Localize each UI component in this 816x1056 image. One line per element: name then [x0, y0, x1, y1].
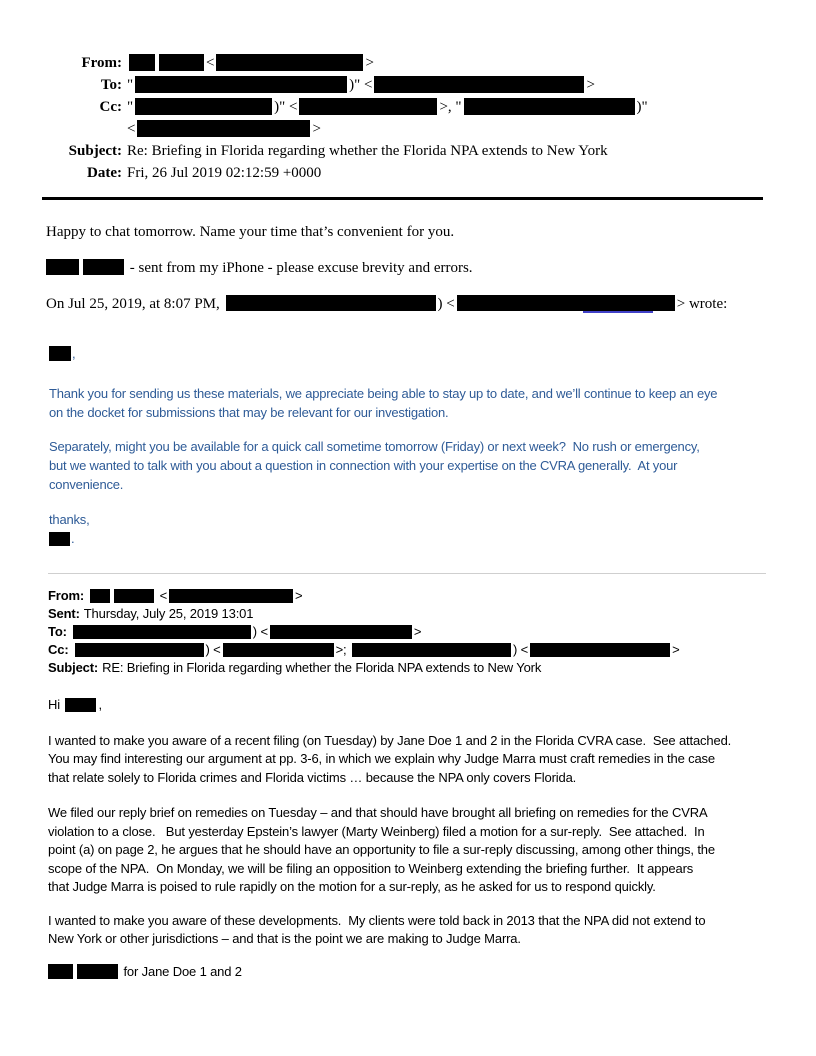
redaction-bar	[73, 625, 251, 639]
email1-to-row	[46, 74, 816, 96]
angle-comma-quote: >, "	[439, 99, 462, 115]
redaction-bar	[464, 98, 635, 115]
redaction-bar	[530, 643, 670, 657]
redaction-bar	[223, 643, 334, 657]
redaction-bar	[65, 698, 96, 712]
email1-subject-row	[46, 140, 816, 162]
angle-semicolon: >;	[335, 642, 347, 657]
email2-paragraph: I wanted to make you aware of a recent filing (on Tuesday) by Jane Doe 1 and 2 in the Florida CVRA case. See attached. You may find interesting our argument at pp. 3-6, in which we explain why Judge Marra must craft remedies in the case that relate solely to Florida crimes and Florida victims … because the NPA only covers Florida.	[48, 732, 732, 785]
angle-close: >	[413, 624, 422, 639]
email1-cc-continuation-value	[127, 118, 321, 140]
subject-label: Subject:	[68, 143, 122, 159]
redaction-bar	[374, 76, 584, 93]
quoted-reply-paragraph: Thank you for sending us these materials, we appreciate being able to stay up to date, and we’ll continue to keep an eye on the docket for submissions that may be relevant for our investigation.	[49, 386, 718, 420]
redaction-bar	[216, 54, 363, 71]
cc-label: Cc:	[99, 99, 122, 115]
redaction-bar	[226, 295, 436, 311]
header-divider-rule	[42, 197, 763, 200]
email1-cc-continuation-row	[46, 118, 816, 140]
quoted-email-divider-rule	[48, 573, 766, 574]
email1-cc-value	[127, 96, 648, 118]
redaction-bar	[135, 98, 272, 115]
redaction-bar	[129, 54, 155, 71]
paren-quote-angle: )" <	[349, 77, 373, 93]
paren-angle: ) <	[252, 624, 268, 639]
sent-label: Sent:	[48, 606, 80, 621]
redaction-bar	[270, 625, 412, 639]
to-label: To:	[100, 77, 122, 93]
paren-quote-angle: )" <	[274, 99, 298, 115]
quoted-reply-paragraph: Separately, might you be available for a quick call sometime tomorrow (Friday) or next week? No rush or emergency, but we wanted to talk with you about a question in connection with your expertise on the CVRA generally. At your convenience.	[49, 439, 700, 492]
redaction-bar	[49, 346, 71, 361]
greeting-comma: ,	[98, 697, 102, 712]
email1-to-value	[127, 74, 595, 96]
email1-date-row	[46, 162, 816, 184]
quote-mark: "	[127, 77, 134, 93]
email1-body	[46, 222, 816, 314]
from-label: From:	[48, 588, 85, 603]
redaction-bar	[135, 76, 347, 93]
greeting-comma: ,	[72, 346, 76, 361]
quote-intro-mid: ) <	[437, 296, 455, 312]
email2-from-row	[48, 587, 816, 605]
redaction-bar-over-link	[457, 295, 675, 311]
redaction-bar	[299, 98, 437, 115]
quoted-reply-greeting	[49, 344, 816, 363]
quote-intro-prefix: On Jul 25, 2019, at 8:07 PM,	[46, 296, 220, 312]
paren-quote: )"	[636, 99, 648, 115]
angle-close: >	[586, 77, 595, 93]
greeting-text: Hi	[48, 697, 60, 712]
email1-date-value: Fri, 26 Jul 2019 02:12:59 +0000	[127, 165, 322, 181]
iphone-note-text: - sent from my iPhone - please excuse brevity and errors.	[129, 260, 473, 276]
email2-body	[48, 696, 788, 981]
email1-from-row	[46, 52, 816, 74]
email1-body-line: Happy to chat tomorrow. Name your time that’s convenient for you.	[46, 224, 455, 240]
redaction-bar	[75, 643, 204, 657]
angle-close: >	[312, 121, 321, 137]
to-label: To:	[48, 624, 67, 639]
quoted-reply	[49, 344, 816, 548]
redaction-bar	[90, 589, 110, 603]
email2-paragraph: I wanted to make you aware of these developments. My clients were told back in 2013 that the NPA did not extend to New York or other jurisdictions – and that is the point we are making to Judge Marra.	[48, 912, 706, 946]
email1-iphone-signature-line	[46, 258, 816, 278]
email2-greeting-line	[48, 696, 788, 715]
angle-close: >	[365, 55, 374, 71]
redaction-bar	[46, 259, 79, 275]
signature-suffix-text: for Jane Doe 1 and 2	[123, 963, 242, 979]
email2-header	[48, 587, 816, 677]
angle-close: >	[295, 588, 303, 603]
quoted-message-intro-line	[46, 294, 816, 314]
email1-subject-value: Re: Briefing in Florida regarding whether the Florida NPA extends to New York	[127, 143, 608, 159]
redaction-bar	[137, 120, 310, 137]
angle-close: >	[672, 642, 680, 657]
redaction-bar	[352, 643, 511, 657]
redaction-bar	[159, 54, 204, 71]
email1-cc-row	[46, 96, 816, 118]
email1-header	[46, 52, 816, 184]
email2-subject-value: RE: Briefing in Florida regarding whether the Florida NPA extends to New York	[102, 660, 542, 675]
subject-label: Subject:	[48, 660, 99, 675]
email2-paragraph: We filed our reply brief on remedies on Tuesday – and that should have brought all briefing on remedies for the CVRA violation to a close. But yesterday Epstein’s lawyer (Marty Weinberg) filed a motion for a sur-reply. See attached. In point (a) on page 2, he argues that he should have an opportunity to file a sur-reply discussing, among other things, the scope of the NPA. On Monday, we will be filing an opposition to Weinberg extending the briefing further. It appears that Judge Marra is poised to rule rapidly on the motion for a sur-reply, as he asked for us to respond quickly.	[48, 805, 715, 894]
redaction-bar	[83, 259, 124, 275]
quoted-reply-signoff	[49, 529, 816, 548]
email1-from-value	[127, 52, 374, 74]
redaction-bar	[48, 964, 73, 979]
quote-mark: "	[127, 99, 134, 115]
email2-sent-value: Thursday, July 25, 2019 13:01	[83, 606, 254, 621]
email2-to-row	[48, 623, 816, 641]
date-label: Date:	[87, 165, 122, 181]
email2-subject-row	[48, 659, 816, 677]
quoted-reply-closing: thanks,	[49, 512, 90, 527]
redaction-bar	[49, 532, 70, 546]
quote-intro-suffix: > wrote:	[676, 296, 728, 312]
angle-open: <	[159, 588, 168, 603]
empty-label	[46, 118, 122, 140]
angle-open: <	[127, 121, 136, 137]
email2-sent-row	[48, 605, 816, 623]
redaction-bar	[114, 589, 154, 603]
email2-cc-row	[48, 641, 816, 659]
redaction-bar	[169, 589, 293, 603]
paren-angle: ) <	[205, 642, 221, 657]
email2-signature-line	[48, 963, 788, 982]
cc-label: Cc:	[48, 642, 69, 657]
from-label: From:	[81, 55, 122, 71]
redaction-bar	[77, 964, 118, 979]
signoff-period: .	[71, 531, 75, 546]
paren-angle: ) <	[512, 642, 529, 657]
angle-open: <	[206, 55, 215, 71]
